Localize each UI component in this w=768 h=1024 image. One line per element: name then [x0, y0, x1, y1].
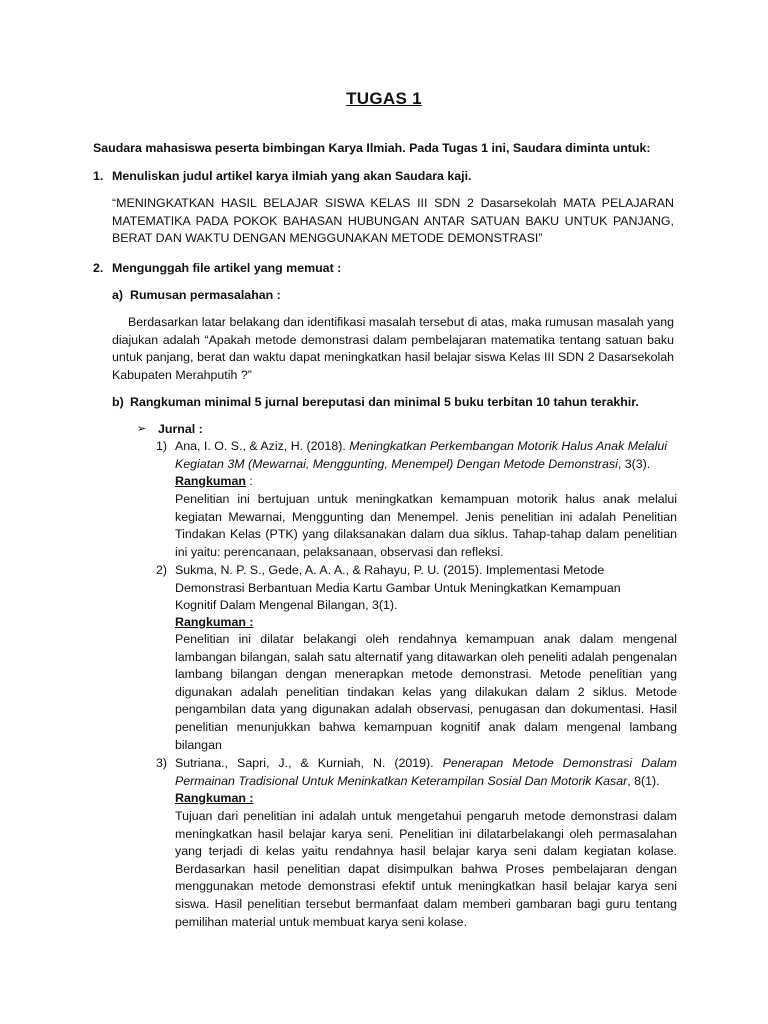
entry-3-title: Penerapan Metode Demonstrasi Dalam Permainan Tradisional Untuk Meninkatkan Keterampilan Sosial Dan Motorik Kasar: [175, 756, 677, 788]
rangkuman-1-label: Rangkuman: [175, 474, 246, 488]
jurnal-entry-1-summary: Penelitian ini bertujuan untuk meningkatkan kemampuan motorik halus anak melalui kegiatan Mewarnai, Menggunting dan Menempel. Jenis penelitian ini adalah Penelitian Tindakan Kelas (PTK) yang dilaksanakan dalam dua siklus. Tahap-tahap dalam penelitian ini yaitu: perencanaan, pelaksanaan, observasi dan refleksi.: [175, 492, 677, 559]
item2-heading: Mengunggah file artikel yang memuat :: [112, 261, 342, 275]
jurnal-entry-2-summary: Penelitian ini dilatar belakangi oleh rendahnya kemampuan anak dalam mengenal lambangan bilangan, salah satu alternatif yang ditawarkan oleh peneliti adalah pengenalan lambang bilangan dengan menerapkan metode demonstrasi. Metode penelitian yang digunakan adalah penelitian tindakan kelas yang dilakukan dalam 2 siklus. Metode pengambilan data yang digunakan adalah observasi, penugasan dan dokumentasi. Hasil penelitian menunjukkan bahwa kemampuan kognitif anak dalam mengenal lambang bilangan: [175, 632, 677, 752]
item2a-label: a): [112, 288, 124, 302]
item2b-label: b): [112, 395, 124, 409]
page-title: TUGAS 1: [346, 89, 422, 108]
jurnal-entry-3-citation: [175, 755, 677, 790]
item2-number: 2.: [93, 261, 104, 275]
intro-text: Saudara mahasiswa peserta bimbingan Karya Ilmiah. Pada Tugas 1 ini, Saudara diminta untuk:: [93, 141, 651, 155]
jurnal-entry-3-number: 3): [156, 756, 168, 770]
jurnal-label: Jurnal :: [158, 422, 203, 436]
item1-heading: Menuliskan judul artikel karya ilmiah yang akan Saudara kaji.: [112, 169, 472, 183]
jurnal-entry-3-summary: Tujuan dari penelitian ini adalah untuk mengetahui pengaruh metode demonstrasi dalam meningkatkan hasil belajar karya seni. Penelitian ini dilatarbelakangi oleh permasalahan yang terjadi di kelas yaitu rendahnya hasil belajar karya seni dalam kegiatan kolase. Berdasarkan hasil penelitian dapat disimpulkan bahwa Proses pembelajaran dengan menggunakan metode demonstrasi efektif untuk meningkatkan hasil belajar karya seni siswa. Hasil penelitian tersebut bermanfaat dalam memberi gambaran bagi guru tentang pemilihan material untuk membuat karya seni kolase.: [175, 809, 677, 929]
jurnal-entry-2-number: 2): [156, 563, 168, 577]
item2b-heading: Rangkuman minimal 5 jurnal bereputasi dan minimal 5 buku terbitan 10 tahun terakhir.: [130, 395, 639, 409]
jurnal-entry-1-number: 1): [156, 439, 168, 453]
bullet-arrow-icon: ➢: [137, 423, 147, 435]
jurnal-entry-3-rangkuman: Rangkuman :: [175, 791, 254, 805]
entry-3-authors: Sutriana., Sapri, J., & Kurniah, N. (2019).: [175, 756, 443, 770]
jurnal-entry-2-citation: Sukma, N. P. S., Gede, A. A. A., & Rahayu, P. U. (2015). Implementasi Metode Demonstrasi Berbantuan Media Kartu Gambar Untuk Meningkatkan Kemampuan Kognitif Dalam Mengenal Bilangan, 3(1).: [175, 563, 621, 613]
entry-1-authors: Ana, I. O. S., & Aziz, H. (2018).: [175, 439, 350, 453]
item2a-heading: Rumusan permasalahan :: [130, 288, 281, 302]
entry-1-title: Meningkatkan Perkembangan Motorik Halus Anak Melalui Kegiatan 3M (Mewarnai, Menggunting, Menempel) Dengan Metode Demonstrasi: [175, 439, 667, 471]
jurnal-entry-1-rangkuman: [175, 473, 253, 491]
rumusan-text: Berdasarkan latar belakang dan identifikasi masalah tersebut di atas, maka rumusan masalah yang diajukan adalah “Apakah metode demonstrasi dalam pembelajaran matematika tentang satuan baku untuk panjang, berat dan waktu dapat meningkatkan hasil belajar siswa Kelas III SDN 2 Dasarsekolah Kabupaten Merahputih ?”: [112, 315, 674, 382]
jurnal-entry-1-citation: [175, 438, 677, 473]
entry-3-volume: , 8(1).: [627, 773, 660, 788]
item1-quote: “MENINGKATKAN HASIL BELAJAR SISWA KELAS III SDN 2 Dasarsekolah MATA PELAJARAN MATEMATIKA PADA POKOK BAHASAN HUBUNGAN ANTAR SATUAN BAKU UNTUK PANJANG, BERAT DAN WAKTU DENGAN MENGGUNAKAN METODE DEMONSTRASI”: [112, 196, 674, 246]
jurnal-entry-2-rangkuman: Rangkuman :: [175, 615, 254, 629]
rangkuman-1-suffix: :: [245, 474, 253, 488]
item1-number: 1.: [93, 169, 104, 183]
entry-1-volume: , 3(3).: [617, 456, 651, 471]
